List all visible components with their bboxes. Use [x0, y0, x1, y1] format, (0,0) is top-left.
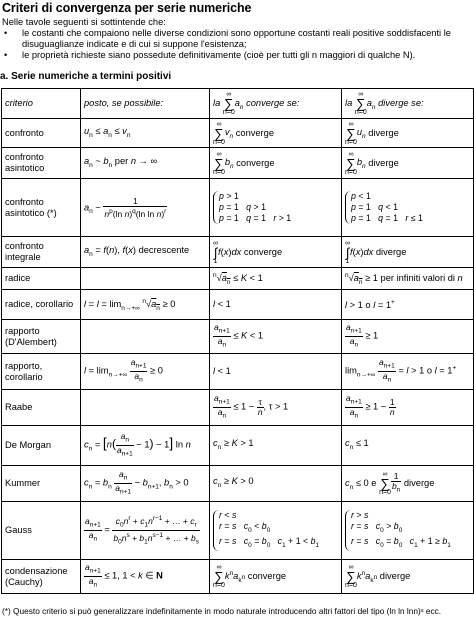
row-converge: $c_n \ge K > 1$	[210, 426, 342, 466]
intro-bullet: • le costanti che compaiono nelle diverse condizioni sono opportune costanti reali positive soddisfacenti le disuguaglianze indicate e di cui si suppone l'esistenza;	[4, 28, 451, 49]
table-row	[2, 148, 474, 179]
row-name: confronto integrale	[2, 237, 81, 268]
header-posto: posto, se possibile:	[81, 89, 210, 119]
row-converge: $^n√a_n \le K < 1$	[210, 268, 342, 290]
row-diverge: ∞ ∑ $n=0u_n$ diverge	[342, 119, 474, 148]
row-name: Gauss	[2, 502, 81, 560]
row-converge: p > 1 p = 1 q > 1 p = 1 q = 1 r > 1	[210, 179, 342, 237]
row-converge: ∞ ∫ 1f(x)dx converge	[210, 237, 342, 268]
row-diverge: $c_n \le 1$	[342, 426, 474, 466]
row-name: Kummer	[2, 466, 81, 502]
row-name: rapporto, corollario	[2, 354, 81, 390]
row-diverge: $\frac{a_{n+1}}{a_n}$ ≥ 1	[342, 320, 474, 354]
table-row	[2, 502, 474, 560]
row-diverge: $c_n \le 0$ e ∞ ∑ n=0 $\frac{1}{b_n}$ diverge	[342, 466, 474, 502]
row-condition: $l = l = \lim_{n\to+\infty} ^n√a_n \ge 0$	[81, 290, 210, 320]
row-name: Raabe	[2, 390, 81, 426]
row-converge: $\frac{a_{n+1}}{a_n}$ ≤ 1 − $\frac{\tau}{n}$ , τ > 1	[210, 390, 342, 426]
row-condition	[81, 390, 210, 426]
criteria-table	[1, 88, 474, 594]
row-name: radice	[2, 268, 81, 290]
row-condition: $c_n = b_n$ $\frac{a_n}{a_{n+1}}$ − $b_{n+1}$, $b_n > 0$	[81, 466, 210, 502]
table-row	[2, 119, 474, 148]
row-name: confronto asintotico (*)	[2, 179, 81, 237]
row-converge: ∞ ∑ $n=0b_n$ converge	[210, 148, 342, 179]
row-diverge: ∞ ∑ $n=0k^na_{k^n}$ diverge	[342, 560, 474, 594]
row-converge: ∞ ∑ $n=0k^na_{k^n}$ converge	[210, 560, 342, 594]
row-condition: $u_n \le a_n \le v_n$	[81, 119, 210, 148]
row-condition: $\frac{a_{n+1}}{a_n}$ ≤ 1, 1 < k ∈ N	[81, 560, 210, 594]
intro-text	[2, 17, 472, 61]
row-condition: $a_n = f(n)$, f(x) decrescente	[81, 237, 210, 268]
section-heading: a. Serie numeriche a termini positivi	[0, 71, 172, 82]
row-name: condensazione (Cauchy)	[2, 560, 81, 594]
row-condition: $a_n$ ~ $\frac{1}{n^p(\ln n)^q(\ln \ln n)^r}$	[81, 179, 210, 237]
row-condition: $\frac{a_{n+1}}{a_n}$ = $\frac{c_0n^r + c_1n^{r-1} + \dots + c_r}{b_0n^s + b_1n^{s-1} + \dots + b_s}$	[81, 502, 210, 560]
table-row	[2, 426, 474, 466]
row-condition	[81, 320, 210, 354]
table-row	[2, 237, 474, 268]
table-row	[2, 268, 474, 290]
intro-bullet: • le proprietà richieste siano possedute definitivamente (cioè per tutti gli n maggiori di qualche N).	[4, 50, 416, 60]
row-diverge: r > s r = s $c_0 > b_0$ r = s $c_0 = b_0$ $c_1 + 1 \ge b_1$	[342, 502, 474, 560]
row-diverge: ∞ ∫ 1f(x)dx diverge	[342, 237, 474, 268]
header-diverge: la ∞ ∑ $n=0a_n$ diverge se:	[342, 89, 474, 119]
row-converge: r < s r = s $c_0 < b_0$ r = s $c_0 = b_0$ $c_1 + 1 < b_1$	[210, 502, 342, 560]
row-name: De Morgan	[2, 426, 81, 466]
row-converge: l < 1	[210, 354, 342, 390]
table-row	[2, 560, 474, 594]
row-name: rapporto (D'Alembert)	[2, 320, 81, 354]
row-condition	[81, 268, 210, 290]
row-condition: $l = \lim_{n\to+\infty}$ $\frac{a_{n+1}}{a_n}$ ≥ 0	[81, 354, 210, 390]
table-row	[2, 320, 474, 354]
row-converge: $\frac{a_{n+1}}{a_n}$ ≤ K < 1	[210, 320, 342, 354]
table-row	[2, 466, 474, 502]
intro-line: Nelle tavole seguenti si sottintende che:	[2, 17, 166, 27]
row-diverge: ∞ ∑ $n=0b_n$ diverge	[342, 148, 474, 179]
row-converge: l < 1	[210, 290, 342, 320]
row-condition: $c_n = [n$( $\frac{a_n}{a_{n+1}}$ − 1) − 1] ln n	[81, 426, 210, 466]
page-title: Criteri di convergenza per serie numeriche	[2, 1, 252, 15]
row-name: radice, corollario	[2, 290, 81, 320]
table-header-row	[2, 89, 474, 119]
table-row	[2, 290, 474, 320]
row-diverge: p < 1 p = 1 q < 1 p = 1 q = 1 r ≤ 1	[342, 179, 474, 237]
table-row	[2, 179, 474, 237]
row-name: confronto	[2, 119, 81, 148]
row-converge: ∞ ∑ $n=0v_n$ converge	[210, 119, 342, 148]
header-criterio: criterio	[2, 89, 81, 119]
row-converge: $c_n \ge K > 0$	[210, 466, 342, 502]
row-name: confronto asintotico	[2, 148, 81, 179]
header-converge: la ∞ ∑ $n=0a_n$ converge se:	[210, 89, 342, 119]
footnote: (*) Questo criterio si può generalizzare indefinitamente in modo naturale introducendo altri fattori del tipo (ln ln lnn)ˢ ecc.	[2, 606, 442, 616]
row-diverge: $\lim_{n\to+\infty}$ $\frac{a_{n+1}}{a_n}$ = l > 1 o l = 1+	[342, 354, 474, 390]
row-diverge: l > 1 o l = 1+	[342, 290, 474, 320]
table-row	[2, 390, 474, 426]
row-diverge: $\frac{a_{n+1}}{a_n}$ ≥ 1 − $\frac{1}{n}$	[342, 390, 474, 426]
row-diverge: $^n√a_n \ge 1$ per infiniti valori di n	[342, 268, 474, 290]
table-row	[2, 354, 474, 390]
row-condition: $a_n$ ~ $b_n$ per n → ∞	[81, 148, 210, 179]
